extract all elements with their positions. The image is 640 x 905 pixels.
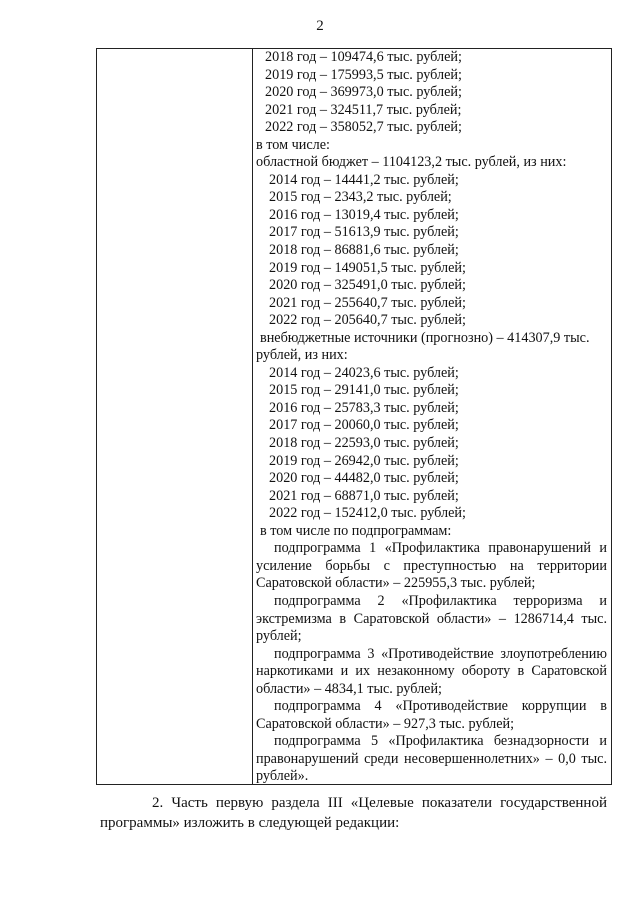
regional-line: 2015 год – 2343,2 тыс. рублей;	[269, 189, 452, 206]
funding-line: 2021 год – 324511,7 тыс. рублей;	[265, 101, 462, 118]
column-divider	[252, 49, 253, 784]
subprogram-2: подпрограмма 2 «Профилактика терроризма и экстремизма в Саратовской области» – 1286714,4 тыс. рублей;	[256, 592, 607, 645]
extrabudget-line: 2021 год – 68871,0 тыс. рублей;	[269, 487, 459, 504]
funding-line: 2019 год – 175993,5 тыс. рублей;	[265, 66, 462, 83]
regional-line: 2020 год – 325491,0 тыс. рублей;	[269, 277, 466, 294]
regional-line: 2018 год – 86881,6 тыс. рублей;	[269, 242, 459, 259]
by-subprograms-label: в том числе по подпрограммам:	[260, 522, 452, 539]
footer-paragraph-line-1: 2. Часть первую раздела III «Целевые показатели государственной	[152, 795, 607, 811]
regional-line: 2016 год – 13019,4 тыс. рублей;	[269, 206, 459, 223]
regional-line: 2014 год – 14441,2 тыс. рублей;	[269, 171, 459, 188]
regional-line: 2017 год – 51613,9 тыс. рублей;	[269, 224, 459, 241]
in-total-label: в том числе:	[256, 136, 330, 153]
subprogram-1: подпрограмма 1 «Профилактика правонарушений и усиление борьбы с преступностью на территории Саратовской области» – 225955,3 тыс. рублей;	[256, 540, 607, 592]
extrabudget-line: 2022 год – 152412,0 тыс. рублей;	[269, 505, 466, 522]
extrabudget-heading-cont: рублей, из них:	[256, 347, 348, 364]
page-number: 2	[316, 18, 324, 34]
extrabudget-line: 2018 год – 22593,0 тыс. рублей;	[269, 435, 459, 452]
regional-line: 2021 год – 255640,7 тыс. рублей;	[269, 294, 466, 311]
funding-line: 2020 год – 369973,0 тыс. рублей;	[265, 84, 462, 101]
subprogram-4: подпрограмма 4 «Противодействие коррупции в Саратовской области» – 927,3 тыс. рублей;	[256, 698, 607, 732]
footer-paragraph-line-2: программы» изложить в следующей редакции:	[100, 815, 400, 831]
extrabudget-heading: внебюджетные источники (прогнозно) – 414307,9 тыс.	[260, 329, 590, 346]
extrabudget-line: 2016 год – 25783,3 тыс. рублей;	[269, 399, 459, 416]
funding-line: 2022 год – 358052,7 тыс. рублей;	[265, 119, 462, 136]
subprogram-3: подпрограмма 3 «Противодействие злоупотреблению наркотиками и их незаконному обороту в Саратовской области» – 4834,1 тыс. рублей;	[256, 645, 607, 697]
regional-line: 2019 год – 149051,5 тыс. рублей;	[269, 259, 466, 276]
footer-paragraph	[100, 793, 607, 833]
regional-line: 2022 год – 205640,7 тыс. рублей;	[269, 312, 466, 329]
funding-cell	[256, 49, 607, 786]
extrabudget-line: 2014 год – 24023,6 тыс. рублей;	[269, 364, 459, 381]
extrabudget-line: 2019 год – 26942,0 тыс. рублей;	[269, 452, 459, 469]
regional-budget-heading: областной бюджет – 1104123,2 тыс. рублей, из них:	[256, 154, 567, 171]
funding-table	[96, 48, 612, 785]
extrabudget-line: 2020 год – 44482,0 тыс. рублей;	[269, 470, 459, 487]
funding-line: 2018 год – 109474,6 тыс. рублей;	[265, 49, 462, 65]
extrabudget-line: 2017 год – 20060,0 тыс. рублей;	[269, 417, 459, 434]
subprogram-5: подпрограмма 5 «Профилактика безнадзорности и правонарушений среди несовершеннолетних» – 0,0 тыс. рублей».	[256, 733, 607, 785]
extrabudget-line: 2015 год – 29141,0 тыс. рублей;	[269, 382, 459, 399]
